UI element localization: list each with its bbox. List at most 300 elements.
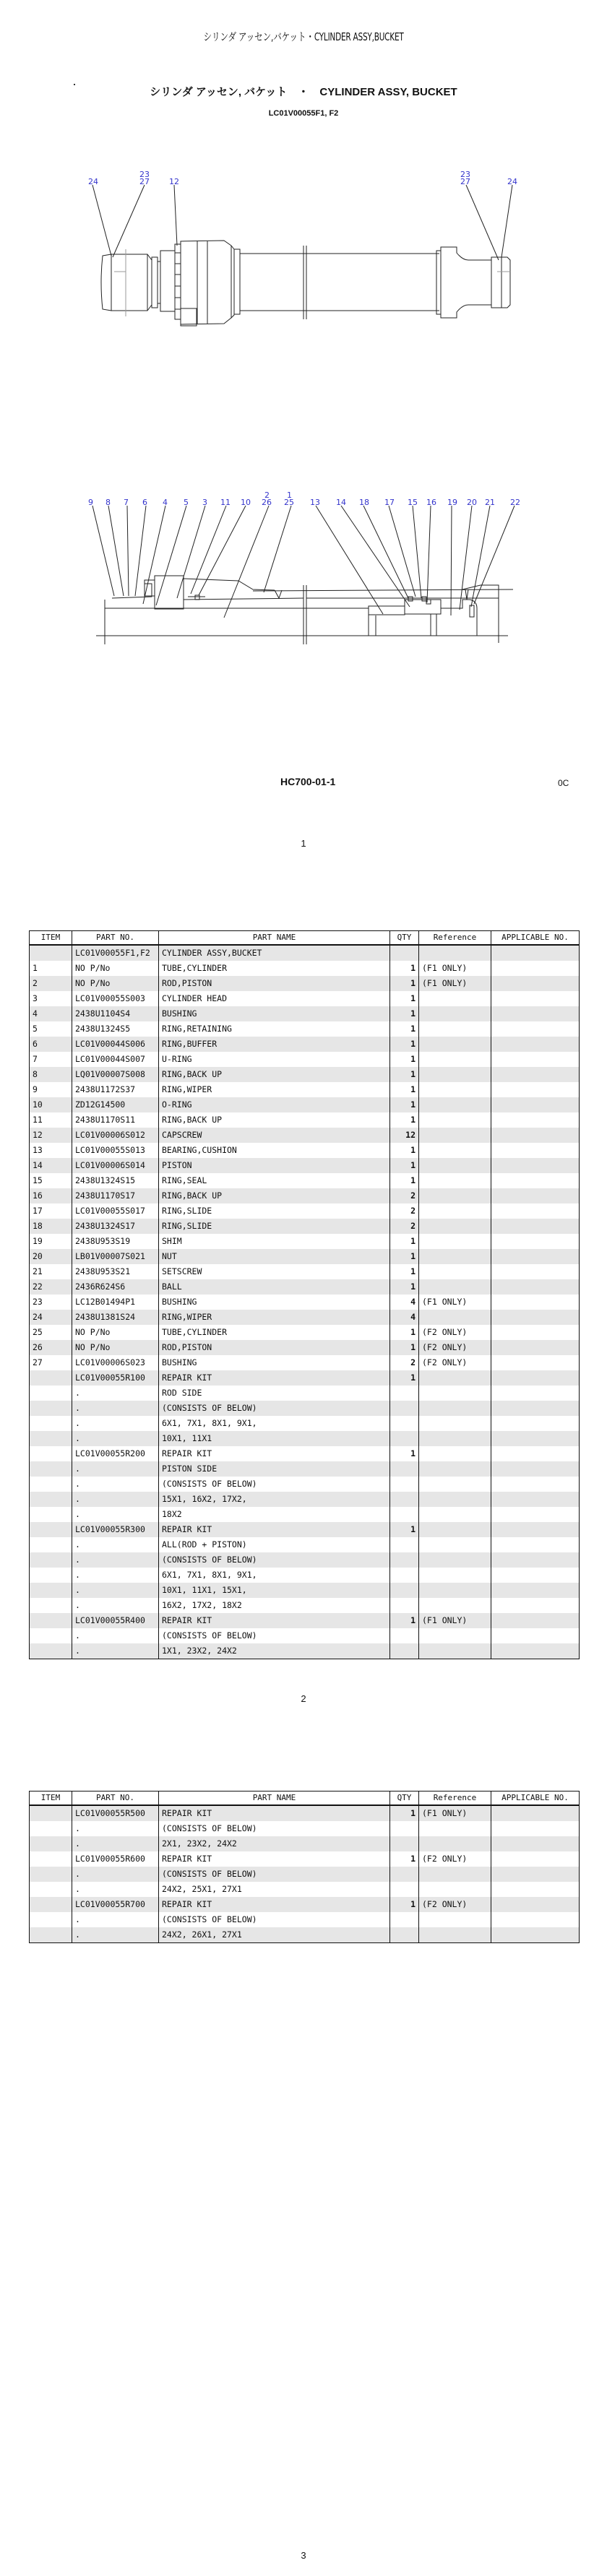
callout-label: 18 <box>359 498 369 507</box>
cell-reference <box>419 1537 491 1552</box>
cell-part-name: ROD SIDE <box>159 1386 390 1401</box>
table-row <box>30 991 580 1006</box>
parts-table <box>29 930 580 1659</box>
cell-qty <box>390 945 419 961</box>
cell-applicable-no <box>491 1203 580 1219</box>
cell-reference <box>419 1492 491 1507</box>
table-row <box>30 1264 580 1279</box>
cell-applicable-no <box>491 1821 580 1836</box>
cell-part-no: . <box>72 1643 159 1659</box>
cell-part-no: 2438U1324S5 <box>72 1021 159 1037</box>
cell-item: 10 <box>30 1097 72 1112</box>
cell-item <box>30 1370 72 1386</box>
cell-applicable-no <box>491 1613 580 1628</box>
cell-part-no: 2438U1104S4 <box>72 1006 159 1021</box>
callout-label: 14 <box>336 498 346 507</box>
cell-item <box>30 1836 72 1851</box>
figure-code: HC700-01-1 <box>280 776 336 787</box>
cell-part-name: ROD,PISTON <box>159 1340 390 1355</box>
table-row <box>30 1325 580 1340</box>
cell-qty: 1 <box>390 1897 419 1912</box>
cell-reference <box>419 1552 491 1568</box>
cell-reference <box>419 1097 491 1112</box>
callout-label: 1 <box>287 490 292 500</box>
callout-label: 23 <box>139 170 150 179</box>
cell-part-name: REPAIR KIT <box>159 1897 390 1912</box>
callout-label: 5 <box>184 498 189 507</box>
table-row <box>30 1067 580 1082</box>
cell-qty <box>390 1492 419 1507</box>
cell-reference <box>419 1927 491 1943</box>
callout-label: 10 <box>241 498 251 507</box>
cell-qty: 1 <box>390 1522 419 1537</box>
cell-part-no: . <box>72 1927 159 1943</box>
cell-part-name: 24X2, 26X1, 27X1 <box>159 1927 390 1943</box>
cell-qty: 12 <box>390 1128 419 1143</box>
table-row <box>30 1203 580 1219</box>
cell-part-name: CAPSCREW <box>159 1128 390 1143</box>
cell-qty <box>390 1552 419 1568</box>
cell-reference <box>419 1507 491 1522</box>
cell-applicable-no <box>491 1851 580 1867</box>
cell-item <box>30 1912 72 1927</box>
cell-qty: 1 <box>390 991 419 1006</box>
cell-applicable-no <box>491 1295 580 1310</box>
cell-part-no: LC01V00055R400 <box>72 1613 159 1628</box>
table-header-row <box>30 931 580 946</box>
document-title: シリンダ アッセン,バケット・CYLINDER ASSY,BUCKET <box>203 30 404 43</box>
callout-label: 17 <box>384 498 395 507</box>
cell-qty: 1 <box>390 1446 419 1461</box>
table-row <box>30 1492 580 1507</box>
cell-reference <box>419 1219 491 1234</box>
cell-part-no: NO P/No <box>72 1325 159 1340</box>
cell-item <box>30 1416 72 1431</box>
cell-reference <box>419 1867 491 1882</box>
callout-label: 27 <box>139 177 150 186</box>
cell-item: 12 <box>30 1128 72 1143</box>
cell-part-name: BEARING,CUSHION <box>159 1143 390 1158</box>
cell-item <box>30 1552 72 1568</box>
cell-part-name: RING,SEAL <box>159 1173 390 1188</box>
cell-qty: 1 <box>390 1264 419 1279</box>
cell-reference <box>419 1568 491 1583</box>
cell-applicable-no <box>491 1867 580 1882</box>
cell-part-no: LC01V00044S006 <box>72 1037 159 1052</box>
cell-applicable-no <box>491 1052 580 1067</box>
model-code: LC01V00055F1, F2 <box>268 109 339 118</box>
cell-part-name: (CONSISTS OF BELOW) <box>159 1912 390 1927</box>
table-row <box>30 1355 580 1370</box>
cell-reference <box>419 1264 491 1279</box>
cell-part-name: 15X1, 16X2, 17X2, <box>159 1492 390 1507</box>
cell-applicable-no <box>491 1249 580 1264</box>
cell-applicable-no <box>491 1173 580 1188</box>
cell-part-name: SHIM <box>159 1234 390 1249</box>
cell-part-no: . <box>72 1598 159 1613</box>
cell-applicable-no <box>491 1037 580 1052</box>
cell-part-name: ROD,PISTON <box>159 976 390 991</box>
cell-item <box>30 1628 72 1643</box>
table-row <box>30 1188 580 1203</box>
cell-item: 8 <box>30 1067 72 1082</box>
cell-part-no: . <box>72 1867 159 1882</box>
cell-item: 7 <box>30 1052 72 1067</box>
column-header-reference: Reference <box>419 1791 491 1806</box>
cell-part-name: NUT <box>159 1249 390 1264</box>
cell-reference <box>419 1416 491 1431</box>
table-row <box>30 1867 580 1882</box>
table-row <box>30 1082 580 1097</box>
cell-item <box>30 1492 72 1507</box>
cell-qty <box>390 1537 419 1552</box>
cell-part-name: REPAIR KIT <box>159 1805 390 1821</box>
cell-part-name: TUBE,CYLINDER <box>159 961 390 976</box>
cell-part-name: RING,SLIDE <box>159 1203 390 1219</box>
cell-part-no: . <box>72 1583 159 1598</box>
table-row <box>30 1805 580 1821</box>
cell-reference: (F2 ONLY) <box>419 1355 491 1370</box>
cell-qty: 1 <box>390 1279 419 1295</box>
cell-item: 13 <box>30 1143 72 1158</box>
callout-label: 25 <box>284 498 294 507</box>
cell-part-name: CYLINDER ASSY,BUCKET <box>159 945 390 961</box>
cell-part-name: RING,BUFFER <box>159 1037 390 1052</box>
table-row <box>30 945 580 961</box>
cell-qty <box>390 1568 419 1583</box>
cell-reference <box>419 1643 491 1659</box>
table-row <box>30 1821 580 1836</box>
cell-qty: 1 <box>390 1082 419 1097</box>
cell-part-name: ALL(ROD + PISTON) <box>159 1537 390 1552</box>
page-number: 2 <box>301 1693 306 1704</box>
table-row <box>30 1340 580 1355</box>
cell-qty: 1 <box>390 1021 419 1037</box>
cell-part-no: . <box>72 1821 159 1836</box>
cell-part-name: RING,WIPER <box>159 1310 390 1325</box>
cell-part-no: LC12B01494P1 <box>72 1295 159 1310</box>
cell-item: 25 <box>30 1325 72 1340</box>
callout-label: 2 <box>264 490 270 500</box>
cell-part-name: 10X1, 11X1 <box>159 1431 390 1446</box>
table-row <box>30 1249 580 1264</box>
cell-applicable-no <box>491 1188 580 1203</box>
callout-label: 23 <box>460 170 470 179</box>
cell-applicable-no <box>491 1370 580 1386</box>
cell-applicable-no <box>491 1264 580 1279</box>
cell-applicable-no <box>491 991 580 1006</box>
table-row <box>30 1158 580 1173</box>
cell-reference <box>419 1821 491 1836</box>
cell-qty: 1 <box>390 961 419 976</box>
page-number: 1 <box>301 838 306 849</box>
cell-item <box>30 1401 72 1416</box>
cell-qty: 4 <box>390 1310 419 1325</box>
cell-applicable-no <box>491 1158 580 1173</box>
callout-label: 13 <box>310 498 320 507</box>
cell-part-name: RING,BACK UP <box>159 1067 390 1082</box>
cell-item: 17 <box>30 1203 72 1219</box>
cell-part-name: 16X2, 17X2, 18X2 <box>159 1598 390 1613</box>
cell-applicable-no <box>491 1507 580 1522</box>
cell-reference <box>419 1188 491 1203</box>
table-row <box>30 1598 580 1613</box>
cell-reference <box>419 1431 491 1446</box>
page-number: 3 <box>301 2550 306 2561</box>
cell-item <box>30 1431 72 1446</box>
cell-applicable-no <box>491 1340 580 1355</box>
cell-part-no: . <box>72 1507 159 1522</box>
cell-applicable-no <box>491 1643 580 1659</box>
table-row <box>30 1295 580 1310</box>
cell-part-name: (CONSISTS OF BELOW) <box>159 1867 390 1882</box>
cell-part-no: LC01V00055S003 <box>72 991 159 1006</box>
table-row <box>30 1507 580 1522</box>
column-header-qty: QTY <box>390 931 419 946</box>
cell-part-no: 2436R624S6 <box>72 1279 159 1295</box>
callout-label: 26 <box>262 498 272 507</box>
cell-applicable-no <box>491 1552 580 1568</box>
cell-part-name: (CONSISTS OF BELOW) <box>159 1477 390 1492</box>
cell-item <box>30 1897 72 1912</box>
cell-reference <box>419 1082 491 1097</box>
cell-reference <box>419 1446 491 1461</box>
cell-reference: (F2 ONLY) <box>419 1897 491 1912</box>
cell-reference <box>419 1370 491 1386</box>
cell-item: 22 <box>30 1279 72 1295</box>
cell-applicable-no <box>491 1492 580 1507</box>
cell-reference <box>419 1628 491 1643</box>
cell-reference <box>419 1386 491 1401</box>
cell-part-name: (CONSISTS OF BELOW) <box>159 1628 390 1643</box>
cell-part-no: LC01V00055R200 <box>72 1446 159 1461</box>
cell-part-no: LC01V00006S023 <box>72 1355 159 1370</box>
cell-qty: 1 <box>390 1097 419 1112</box>
cell-reference: (F2 ONLY) <box>419 1340 491 1355</box>
cell-part-no: NO P/No <box>72 976 159 991</box>
cell-item: 6 <box>30 1037 72 1052</box>
cell-applicable-no <box>491 1325 580 1340</box>
cell-reference <box>419 1203 491 1219</box>
cell-part-name: RING,BACK UP <box>159 1112 390 1128</box>
cell-part-name: TUBE,CYLINDER <box>159 1325 390 1340</box>
cell-applicable-no <box>491 1897 580 1912</box>
cell-item: 26 <box>30 1340 72 1355</box>
cell-reference <box>419 1401 491 1416</box>
cell-reference <box>419 1882 491 1897</box>
column-header-part-name: PART NAME <box>159 1791 390 1806</box>
cell-part-no: . <box>72 1461 159 1477</box>
table-row <box>30 1477 580 1492</box>
cell-reference: (F1 ONLY) <box>419 961 491 976</box>
cell-part-name: O-RING <box>159 1097 390 1112</box>
table-row <box>30 1143 580 1158</box>
cell-item: 9 <box>30 1082 72 1097</box>
cell-qty <box>390 1401 419 1416</box>
table-row <box>30 1836 580 1851</box>
cell-part-no: LC01V00055R500 <box>72 1805 159 1821</box>
cell-item <box>30 1461 72 1477</box>
cell-part-no: LC01V00044S007 <box>72 1052 159 1067</box>
cell-reference <box>419 1522 491 1537</box>
cell-part-name: BUSHING <box>159 1295 390 1310</box>
cell-part-no: . <box>72 1628 159 1643</box>
cell-item <box>30 1583 72 1598</box>
column-header-reference: Reference <box>419 931 491 946</box>
cell-reference <box>419 1006 491 1021</box>
cell-item <box>30 1386 72 1401</box>
figure-code-right: 0C <box>558 778 569 788</box>
cell-reference <box>419 1143 491 1158</box>
table-row <box>30 1927 580 1943</box>
cell-reference: (F2 ONLY) <box>419 1325 491 1340</box>
cell-qty <box>390 1431 419 1446</box>
cell-reference <box>419 1021 491 1037</box>
table-row <box>30 976 580 991</box>
cell-part-name: 1X1, 23X2, 24X2 <box>159 1643 390 1659</box>
cell-reference <box>419 1052 491 1067</box>
cell-applicable-no <box>491 1927 580 1943</box>
cell-qty <box>390 1386 419 1401</box>
table-row <box>30 1401 580 1416</box>
cell-applicable-no <box>491 1097 580 1112</box>
column-header-part-no: PART NO. <box>72 1791 159 1806</box>
cell-reference <box>419 1158 491 1173</box>
cell-qty: 1 <box>390 1234 419 1249</box>
cell-part-no: . <box>72 1431 159 1446</box>
table-row <box>30 1851 580 1867</box>
cell-applicable-no <box>491 1568 580 1583</box>
cell-qty: 1 <box>390 1613 419 1628</box>
cell-qty: 2 <box>390 1219 419 1234</box>
cell-item <box>30 1821 72 1836</box>
cell-part-no: LB01V00007S021 <box>72 1249 159 1264</box>
cell-item <box>30 1568 72 1583</box>
cell-part-name: U-RING <box>159 1052 390 1067</box>
cell-part-no: 2438U1381S24 <box>72 1310 159 1325</box>
table-row <box>30 1021 580 1037</box>
cell-reference <box>419 991 491 1006</box>
cell-applicable-no <box>491 1836 580 1851</box>
cell-part-name: RING,WIPER <box>159 1082 390 1097</box>
cell-applicable-no <box>491 1461 580 1477</box>
cell-applicable-no <box>491 1477 580 1492</box>
table-row <box>30 1537 580 1552</box>
cell-applicable-no <box>491 1628 580 1643</box>
cell-item: 16 <box>30 1188 72 1203</box>
cell-qty: 2 <box>390 1355 419 1370</box>
cell-item: 24 <box>30 1310 72 1325</box>
table-row <box>30 1446 580 1461</box>
cell-part-no: . <box>72 1568 159 1583</box>
cell-item <box>30 1598 72 1613</box>
cell-qty: 1 <box>390 1249 419 1264</box>
cell-part-no: LC01V00055S013 <box>72 1143 159 1158</box>
cell-part-no: . <box>72 1492 159 1507</box>
callout-label: 9 <box>88 498 93 507</box>
cell-part-no: 2438U1170S17 <box>72 1188 159 1203</box>
cell-qty: 1 <box>390 1173 419 1188</box>
cell-part-no: 2438U1324S15 <box>72 1173 159 1188</box>
cell-qty <box>390 1416 419 1431</box>
cell-item: 21 <box>30 1264 72 1279</box>
cell-applicable-no <box>491 1021 580 1037</box>
callout-label: 7 <box>124 498 129 507</box>
cell-qty <box>390 1461 419 1477</box>
cell-item <box>30 1507 72 1522</box>
cell-reference <box>419 1249 491 1264</box>
cell-applicable-no <box>491 961 580 976</box>
cell-item <box>30 1867 72 1882</box>
cell-reference <box>419 1477 491 1492</box>
cell-part-name: CYLINDER HEAD <box>159 991 390 1006</box>
cell-item: 1 <box>30 961 72 976</box>
cell-applicable-no <box>491 1431 580 1446</box>
callout-label: 19 <box>447 498 457 507</box>
column-header-item: ITEM <box>30 931 72 946</box>
cell-applicable-no <box>491 1006 580 1021</box>
cell-applicable-no <box>491 945 580 961</box>
callout-label: 20 <box>467 498 477 507</box>
cell-applicable-no <box>491 1219 580 1234</box>
cell-item: 11 <box>30 1112 72 1128</box>
cell-qty: 1 <box>390 976 419 991</box>
cell-reference <box>419 1128 491 1143</box>
cell-applicable-no <box>491 1128 580 1143</box>
cell-part-no: LC01V00055R600 <box>72 1851 159 1867</box>
cell-reference: (F1 ONLY) <box>419 1295 491 1310</box>
table-row <box>30 1279 580 1295</box>
cell-qty: 1 <box>390 1006 419 1021</box>
cell-part-name: (CONSISTS OF BELOW) <box>159 1401 390 1416</box>
cell-qty: 1 <box>390 1325 419 1340</box>
cell-applicable-no <box>491 1143 580 1158</box>
column-header-qty: QTY <box>390 1791 419 1806</box>
cell-part-name: BUSHING <box>159 1355 390 1370</box>
cell-part-name: BUSHING <box>159 1006 390 1021</box>
drawing-title: シリンダ アッセン, バケット ・ CYLINDER ASSY, BUCKET <box>150 86 457 98</box>
cell-part-no: 2438U1172S37 <box>72 1082 159 1097</box>
cell-applicable-no <box>491 1067 580 1082</box>
cell-applicable-no <box>491 1401 580 1416</box>
cell-qty <box>390 1628 419 1643</box>
cell-part-name: REPAIR KIT <box>159 1613 390 1628</box>
cell-item <box>30 1927 72 1943</box>
cell-item <box>30 1805 72 1821</box>
cell-part-name: 10X1, 11X1, 15X1, <box>159 1583 390 1598</box>
cell-item: 14 <box>30 1158 72 1173</box>
cell-reference <box>419 945 491 961</box>
cell-item: 19 <box>30 1234 72 1249</box>
cell-part-no: . <box>72 1401 159 1416</box>
cell-item <box>30 1446 72 1461</box>
table-row <box>30 1643 580 1659</box>
column-header-part-no: PART NO. <box>72 931 159 946</box>
cylinder-section-view <box>0 477 607 665</box>
column-header-applicable-no: APPLICABLE NO. <box>491 1791 580 1806</box>
cell-part-name: 18X2 <box>159 1507 390 1522</box>
cell-part-no: LC01V00006S012 <box>72 1128 159 1143</box>
cell-part-no: 2438U1324S17 <box>72 1219 159 1234</box>
cell-part-no: LC01V00006S014 <box>72 1158 159 1173</box>
table-row <box>30 1568 580 1583</box>
cell-part-no: LQ01V00007S008 <box>72 1067 159 1082</box>
cell-item <box>30 945 72 961</box>
table-row <box>30 1037 580 1052</box>
cell-part-no: NO P/No <box>72 961 159 976</box>
cell-applicable-no <box>491 1279 580 1295</box>
cell-part-name: PISTON <box>159 1158 390 1173</box>
